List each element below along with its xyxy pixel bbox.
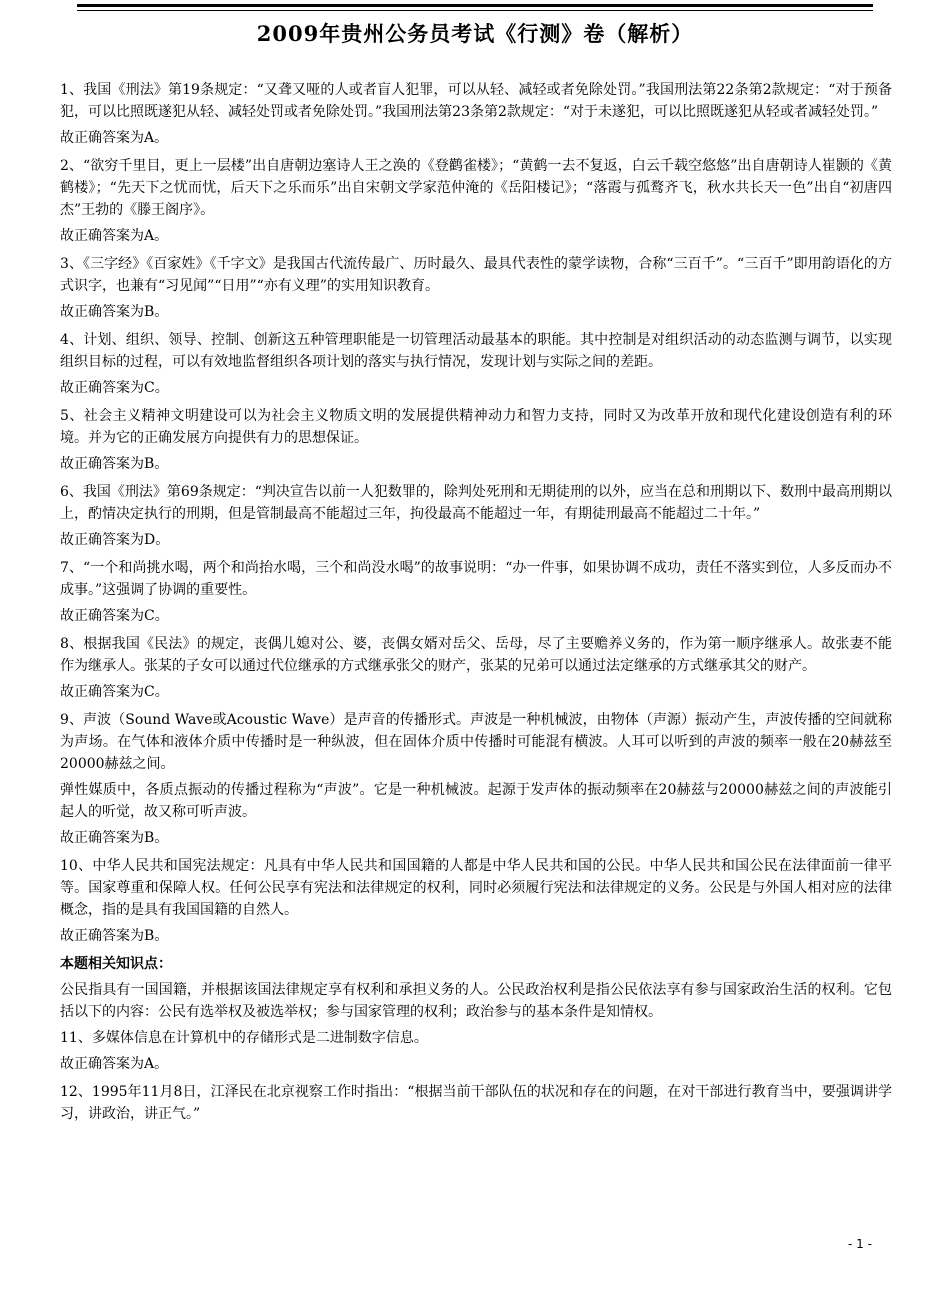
document-title: 2009年贵州公务员考试《行测》卷（解析） — [256, 21, 694, 46]
question-3-answer: 故正确答案为B。 — [60, 304, 169, 320]
question-9-text: 9、声波（Sound Wave或Acoustic Wave）是声音的传播形式。声波是一种机械波，由物体（声源）振动产生，声波传播的空间就称为声场。在气体和液体介质中传播时是一种纵波，但在固体介质中传播时可能混有横波。人耳可以听到的声波的频率一般在20赫兹至20000赫兹之间。 — [60, 712, 892, 772]
question-5-text: 5、社会主义精神文明建设可以为社会主义物质文明的发展提供精神动力和智力支持，同时又为改革开放和现代化建设创造有利的环境。并为它的正确发展方向提供有力的思想保证。 — [60, 408, 892, 446]
question-11-text: 11、多媒体信息在计算机中的存储形式是二进制数字信息。 — [60, 1030, 428, 1046]
page-number: - 1 - — [848, 1237, 872, 1251]
question-5-answer: 故正确答案为B。 — [60, 456, 169, 472]
question-6-text: 6、我国《刑法》第69条规定：“判决宣告以前一人犯数罪的，除判处死刑和无期徒刑的以外，应当在总和刑期以下、数刑中最高刑期以上，酌情决定执行的刑期，但是管制最高不能超过三年，拘役最高不能超过一年，有期徒刑最高不能超过二十年。” — [60, 484, 892, 522]
top-border-thick — [77, 4, 873, 7]
question-11-answer: 故正确答案为A。 — [60, 1056, 169, 1072]
question-2-answer: 故正确答案为A。 — [60, 228, 169, 244]
question-6-answer: 故正确答案为D。 — [60, 532, 170, 548]
knowledge-text: 公民指具有一国国籍，并根据该国法律规定享有权利和承担义务的人。公民政治权利是指公民依法享有参与国家政治生活的权利。它包括以下的内容：公民有选举权及被选举权；参与国家管理的权利；政治参与的基本条件是知情权。 — [60, 982, 892, 1020]
question-1-text: 1、我国《刑法》第19条规定：“又聋又哑的人或者盲人犯罪，可以从轻、减轻或者免除处罚。”我国刑法第22条第2款规定：“对于预备犯，可以比照既遂犯从轻、减轻处罚或者免除处罚。”我国刑法第23条第2款规定：“对于未遂犯，可以比照既遂犯从轻或者减轻处罚。” — [60, 82, 892, 120]
question-8-answer: 故正确答案为C。 — [60, 684, 169, 700]
question-4-answer: 故正确答案为C。 — [60, 380, 169, 396]
question-12-text: 12、1995年11月8日，江泽民在北京视察工作时指出：“根据当前干部队伍的状况和存在的问题，在对干部进行教育当中，要强调讲学习，讲政治，讲正气。” — [60, 1084, 892, 1122]
question-10-answer: 故正确答案为B。 — [60, 928, 169, 944]
question-4-text: 4、计划、组织、领导、控制、创新这五种管理职能是一切管理活动最基本的职能。其中控制是对组织活动的动态监测与调节，以实现组织目标的过程，可以有效地监督组织各项计划的落实与执行情况，发现计划与实际之间的差距。 — [60, 332, 892, 370]
question-8-text: 8、根据我国《民法》的规定，丧偶儿媳对公、婆，丧偶女婿对岳父、岳母，尽了主要赡养义务的，作为第一顺序继承人。故张妻不能作为继承人。张某的子女可以通过代位继承的方式继承张父的财产，张某的兄弟可以通过法定继承的方式继承其父的财产。 — [60, 636, 892, 674]
question-1-answer: 故正确答案为A。 — [60, 130, 169, 146]
question-7-text: 7、“一个和尚挑水喝，两个和尚抬水喝，三个和尚没水喝”的故事说明：“办一件事，如果协调不成功，责任不落实到位，人多反而办不成事。”这强调了协调的重要性。 — [60, 560, 892, 598]
question-2-text: 2、“欲穷千里目，更上一层楼”出自唐朝边塞诗人王之涣的《登鹳雀楼》；“黄鹤一去不复返，白云千载空悠悠”出自唐朝诗人崔颢的《黄鹤楼》；“先天下之忧而忧，后天下之乐而乐”出自宋朝文学家范仲淹的《岳阳楼记》；“落霞与孤鹜齐飞，秋水共长天一色”出自“初唐四杰”王勃的《滕王阁序》。 — [60, 158, 892, 218]
top-border-thin — [77, 10, 873, 11]
question-9-text-continued: 弹性媒质中，各质点振动的传播过程称为“声波”。它是一种机械波。起源于发声体的振动频率在20赫兹与20000赫兹之间的声波能引起人的听觉，故又称可听声波。 — [60, 782, 892, 820]
question-10-text: 10、中华人民共和国宪法规定：凡具有中华人民共和国国籍的人都是中华人民共和国的公民。中华人民共和国公民在法律面前一律平等。国家尊重和保障人权。任何公民享有宪法和法律规定的权利，同时必须履行宪法和法律规定的义务。公民是与外国人相对应的法律概念，指的是具有我国国籍的自然人。 — [60, 858, 892, 918]
question-9-answer: 故正确答案为B。 — [60, 830, 169, 846]
knowledge-heading: 本题相关知识点： — [60, 956, 172, 972]
document-body — [60, 79, 892, 1129]
question-7-answer: 故正确答案为C。 — [60, 608, 169, 624]
question-3-text: 3、《三字经》《百家姓》《千字文》是我国古代流传最广、历时最久、最具代表性的蒙学读物，合称“三百千”。“三百千”即用韵语化的方式识字，也兼有“习见闻”“日用”“亦有义理”的实用知识教育。 — [60, 256, 892, 294]
